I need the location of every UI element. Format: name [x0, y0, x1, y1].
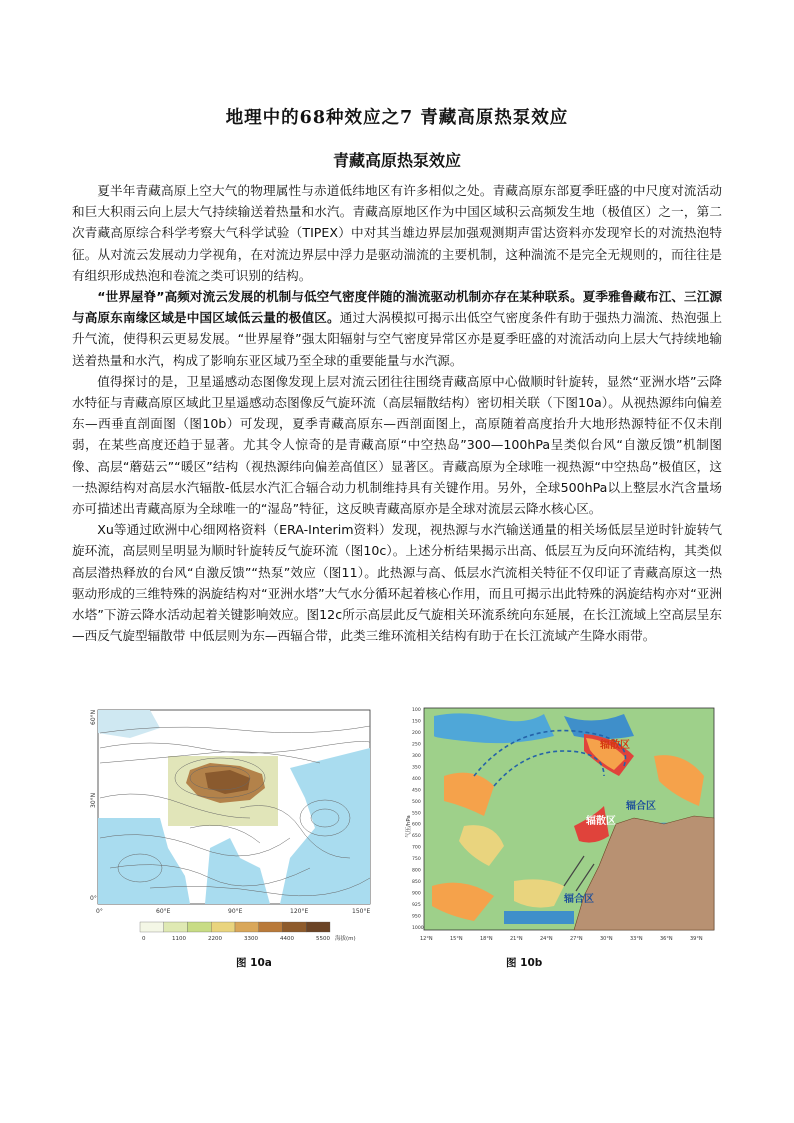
- colorbar-tick: 5500: [316, 936, 330, 942]
- y-tick-label: 500: [412, 799, 421, 805]
- x-tick-label: 27°N: [570, 936, 583, 942]
- y-tick-label: 950: [412, 914, 421, 920]
- x-tick-label: 18°N: [480, 936, 493, 942]
- y-tick-label: 150: [412, 719, 421, 725]
- y-tick-label: 450: [412, 788, 421, 794]
- figure-10b-caption: 图 10b: [506, 957, 543, 969]
- y-tick-label: 925: [412, 903, 421, 909]
- y-tick-label: 400: [412, 776, 421, 782]
- annotation-divergence: 辐散区: [600, 740, 630, 751]
- colorbar-swatch: [283, 922, 307, 932]
- lon-label: 120°E: [290, 908, 309, 915]
- y-tick-label: 700: [412, 845, 421, 851]
- section-title: 青藏高原热泵效应: [332, 151, 461, 170]
- lat-label: 30°N: [90, 792, 97, 808]
- lon-label: 150°E: [352, 908, 371, 915]
- paragraph-2: “世界屋脊”高频对流云发展的机制与低空气密度伴随的湍流驱动机制亦存在某种联系。夏季雅鲁藏布江、三江源与高原东南缘区域是中国区域低云量的极值区。通过大涡模拟可揭示出低空气密度条件有助于强热力湍流、热泡强上升气流，使得积云更易发展。“世界屋脊”强太阳辐射与空气密度异常区亦是夏季旺盛的对流活动向上层大气持续地输送着热量和水汽，构成了影响东亚区域乃至全球的重要能量与水汽源。: [72, 289, 723, 368]
- lat-label: 0°: [90, 895, 97, 902]
- colorbar-swatch: [259, 922, 283, 932]
- y-tick-label: 350: [412, 765, 421, 771]
- annotation-convergence: 辐合区: [626, 801, 656, 812]
- y-axis-label: 气压/hPa: [406, 815, 412, 838]
- colorbar-swatch: [188, 922, 212, 932]
- paragraph-4: Xu等通过欧洲中心细网格资料（ERA-Interim资料）发现，视热源与水汽输送通量的相关场低层呈逆时针旋转气旋环流，高层则呈明显为顺时针旋转反气旋环流（图10c）。上述分析结果揭示出高、低层互为反向环流结构，其类似高层潜热释放的台风“自激反馈”“热泵”效应（图11）。此热源与高、低层水汽流相关特征不仅印证了青藏高原这一热驱动形成的三维特殊的涡旋结构对“亚洲水塔”大气水分循环起着核心作用，而且可揭示出此特殊的涡旋结构亦对“亚洲水塔”下游云降水活动起着关键影响效应。图12c所示高层此反气旋相关环流系统向东延展，在长江流域上空高层呈东—西反气旋型辐散带 中低层则为东—西辐合带，此类三维环流相关结构有助于在长江流域产生降水雨带。: [72, 522, 722, 644]
- lon-label: 0°: [96, 908, 103, 915]
- y-tick-label: 200: [412, 730, 421, 736]
- colorbar-tick: 2200: [208, 936, 222, 942]
- y-tick-label: 650: [412, 834, 421, 840]
- page-title: 地理中的68种效应之7 青藏高原热泵效应: [225, 108, 569, 128]
- y-tick-label: 100: [412, 708, 421, 713]
- annotation-convergence-bottom: 辐合区: [564, 894, 594, 905]
- figure-10a-caption: 图 10a: [236, 957, 272, 969]
- x-tick-label: 36°N: [660, 936, 673, 942]
- colorbar-tick: 1100: [172, 936, 186, 942]
- x-tick-label: 21°N: [510, 936, 523, 942]
- paragraph-3: 值得探讨的是，卫星遥感动态图像发现上层对流云团往往围绕青藏高原中心做顺时针旋转，显然“亚洲水塔”云降水特征与青藏高原区域此卫星遥感动态图像反气旋环流（高层辐散结构）密切相关联（下图10a）。从视热源纬向偏差东—西垂直剖面图（图10b）可发现，夏季青藏高原东—西剖面图上，高原随着高度抬升大地形热源特征不仅未削弱，在某些高度还趋于显著。尤其令人惊奇的是青藏高原“中空热岛”300—100hPa呈类似台风“自激反馈”机制图像、高层“蘑菇云”“暖区”结构（视热源纬向偏差高值区）显著区。青藏高原为全球唯一视热源“中空热岛”极值区，这一热源结构对高层水汽辐散-低层水汽汇合辐合动力机制维持具有关键作用。另外，全球500hPa以上整层水汽含量场亦可描述出青藏高原为全球唯一的“湿岛”特征，这反映青藏高原亦是全球对流层云降水核心区。: [72, 373, 722, 517]
- y-tick-label: 1000: [412, 926, 424, 931]
- colorbar-swatch: [235, 922, 259, 932]
- colorbar-tick: 3300: [244, 936, 258, 942]
- colorbar-swatch: [306, 922, 330, 932]
- lon-label: 90°E: [228, 908, 243, 915]
- y-tick-label: 800: [412, 868, 421, 874]
- colorbar-swatch: [164, 922, 188, 932]
- y-tick-label: 300: [412, 753, 421, 759]
- y-tick-label: 600: [412, 822, 421, 828]
- annotation-divergence-mid: 辐散区: [586, 816, 616, 827]
- colorbar-swatch: [140, 922, 164, 932]
- x-tick-label: 15°N: [450, 936, 463, 942]
- colorbar-tick: 4400: [280, 936, 294, 942]
- x-tick-label: 33°N: [630, 936, 643, 942]
- figure-10a-map: [90, 708, 390, 946]
- colorbar-tick: 0: [142, 936, 146, 942]
- y-tick-label: 900: [412, 891, 421, 897]
- y-tick-label: 850: [412, 880, 421, 886]
- x-tick-label: 24°N: [540, 936, 553, 942]
- article-body: [72, 180, 722, 646]
- lat-label: 60°N: [90, 709, 97, 725]
- x-tick-label: 12°N: [420, 936, 433, 942]
- colorbar-unit: 海拔(m): [335, 936, 356, 942]
- y-tick-label: 550: [412, 811, 421, 817]
- colorbar-swatch: [211, 922, 235, 932]
- lon-label: 60°E: [156, 908, 171, 915]
- figure-10b-cross-section: [404, 706, 716, 946]
- colorbar: [140, 922, 330, 932]
- paragraph-1: 夏半年青藏高原上空大气的物理属性与赤道低纬地区有许多相似之处。青藏高原东部夏季旺盛的中尺度对流活动和巨大积雨云向上层大气持续输送着热量和水汽。青藏高原地区作为中国区域积云高频发生地（极值区）之一，第二次青藏高原综合科学考察大气科学试验（TIPEX）中对其当雄边界层加强观测期声雷达资料亦发现窄长的对流热泡特征。从对流云发展动力学视角，在对流边界层中浮力是驱动湍流的主要机制，这种湍流不是完全无规则的，而往往是有组织形成热泡和卷流之类可识别的结构。: [72, 183, 722, 283]
- x-tick-label: 39°N: [690, 936, 703, 942]
- y-tick-label: 250: [412, 742, 421, 748]
- y-tick-label: 750: [412, 857, 421, 863]
- x-tick-label: 30°N: [600, 936, 613, 942]
